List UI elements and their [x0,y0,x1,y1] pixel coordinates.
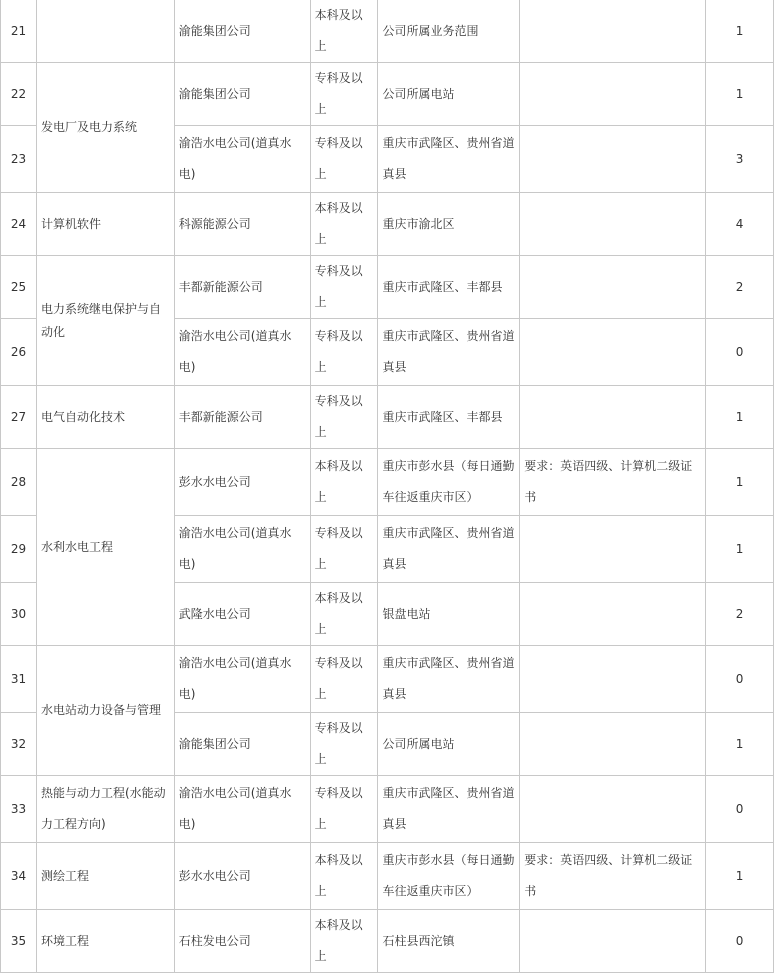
table-row [1,910,774,973]
education-cell: 专科及以上 [310,126,378,193]
company-cell: 石柱发电公司 [174,910,310,973]
location-cell: 重庆市武隆区、贵州省道真县 [378,776,520,843]
row-number: 34 [1,843,37,910]
major-cell: 环境工程 [36,910,174,973]
count-cell: 1 [706,516,774,583]
row-number: 25 [1,256,37,319]
row-number: 31 [1,646,37,713]
row-number: 27 [1,386,37,449]
company-cell: 丰都新能源公司 [174,386,310,449]
note-cell [520,319,706,386]
company-cell: 丰都新能源公司 [174,256,310,319]
location-cell: 重庆市渝北区 [378,193,520,256]
note-cell: 要求：英语四级、计算机二级证书 [520,843,706,910]
table-row [1,256,774,319]
major-cell: 电力系统继电保护与自动化 [36,256,174,386]
location-cell: 公司所属电站 [378,713,520,776]
major-cell: 水利水电工程 [36,449,174,646]
location-cell: 重庆市武隆区、贵州省道真县 [378,126,520,193]
education-cell: 专科及以上 [310,319,378,386]
count-cell: 0 [706,319,774,386]
table-row [1,386,774,449]
education-cell: 本科及以上 [310,843,378,910]
note-cell [520,63,706,126]
location-cell: 重庆市武隆区、丰都县 [378,256,520,319]
count-cell: 1 [706,0,774,63]
table-row [1,0,774,63]
note-cell [520,193,706,256]
note-cell [520,713,706,776]
location-cell: 重庆市彭水县（每日通勤车往返重庆市区） [378,449,520,516]
note-cell [520,516,706,583]
note-cell [520,256,706,319]
education-cell: 专科及以上 [310,646,378,713]
company-cell: 彭水水电公司 [174,449,310,516]
company-cell: 渝能集团公司 [174,63,310,126]
count-cell: 3 [706,126,774,193]
row-number: 24 [1,193,37,256]
company-cell: 渝能集团公司 [174,713,310,776]
count-cell: 1 [706,843,774,910]
company-cell: 渝浩水电公司(道真水电) [174,646,310,713]
count-cell: 0 [706,776,774,843]
company-cell: 武隆水电公司 [174,583,310,646]
row-number: 26 [1,319,37,386]
company-cell: 渝能集团公司 [174,0,310,63]
count-cell: 1 [706,713,774,776]
education-cell: 专科及以上 [310,386,378,449]
company-cell: 渝浩水电公司(道真水电) [174,516,310,583]
row-number: 22 [1,63,37,126]
table-row [1,843,774,910]
row-number: 35 [1,910,37,973]
table-row [1,193,774,256]
row-number: 32 [1,713,37,776]
location-cell: 重庆市彭水县（每日通勤车往返重庆市区） [378,843,520,910]
count-cell: 0 [706,646,774,713]
education-cell: 本科及以上 [310,910,378,973]
location-cell: 重庆市武隆区、贵州省道真县 [378,646,520,713]
education-cell: 专科及以上 [310,256,378,319]
location-cell: 银盘电站 [378,583,520,646]
major-cell: 电气自动化技术 [36,386,174,449]
note-cell [520,583,706,646]
location-cell: 重庆市武隆区、贵州省道真县 [378,319,520,386]
note-cell [520,646,706,713]
table-row [1,776,774,843]
location-cell: 重庆市武隆区、贵州省道真县 [378,516,520,583]
count-cell: 1 [706,386,774,449]
location-cell: 石柱县西沱镇 [378,910,520,973]
company-cell: 渝浩水电公司(道真水电) [174,319,310,386]
location-cell: 公司所属业务范围 [378,0,520,63]
count-cell: 1 [706,63,774,126]
note-cell [520,126,706,193]
education-cell: 本科及以上 [310,0,378,63]
education-cell: 专科及以上 [310,776,378,843]
note-cell [520,386,706,449]
company-cell: 彭水水电公司 [174,843,310,910]
table-row [1,449,774,516]
company-cell: 渝浩水电公司(道真水电) [174,126,310,193]
education-cell: 专科及以上 [310,516,378,583]
location-cell: 公司所属电站 [378,63,520,126]
note-cell [520,776,706,843]
note-cell [520,0,706,63]
note-cell: 要求：英语四级、计算机二级证书 [520,449,706,516]
count-cell: 2 [706,256,774,319]
major-cell: 热能与动力工程(水能动力工程方向) [36,776,174,843]
company-cell: 科源能源公司 [174,193,310,256]
education-cell: 本科及以上 [310,193,378,256]
row-number: 21 [1,0,37,63]
row-number: 23 [1,126,37,193]
major-cell [36,0,174,63]
row-number: 29 [1,516,37,583]
location-cell: 重庆市武隆区、丰都县 [378,386,520,449]
education-cell: 专科及以上 [310,63,378,126]
count-cell: 0 [706,910,774,973]
major-cell: 计算机软件 [36,193,174,256]
major-cell: 测绘工程 [36,843,174,910]
row-number: 30 [1,583,37,646]
count-cell: 1 [706,449,774,516]
company-cell: 渝浩水电公司(道真水电) [174,776,310,843]
count-cell: 2 [706,583,774,646]
row-number: 33 [1,776,37,843]
row-number: 28 [1,449,37,516]
count-cell: 4 [706,193,774,256]
major-cell: 水电站动力设备与管理 [36,646,174,776]
education-cell: 本科及以上 [310,583,378,646]
table-row [1,63,774,126]
education-cell: 本科及以上 [310,449,378,516]
education-cell: 专科及以上 [310,713,378,776]
major-cell: 发电厂及电力系统 [36,63,174,193]
table-row [1,646,774,713]
note-cell [520,910,706,973]
